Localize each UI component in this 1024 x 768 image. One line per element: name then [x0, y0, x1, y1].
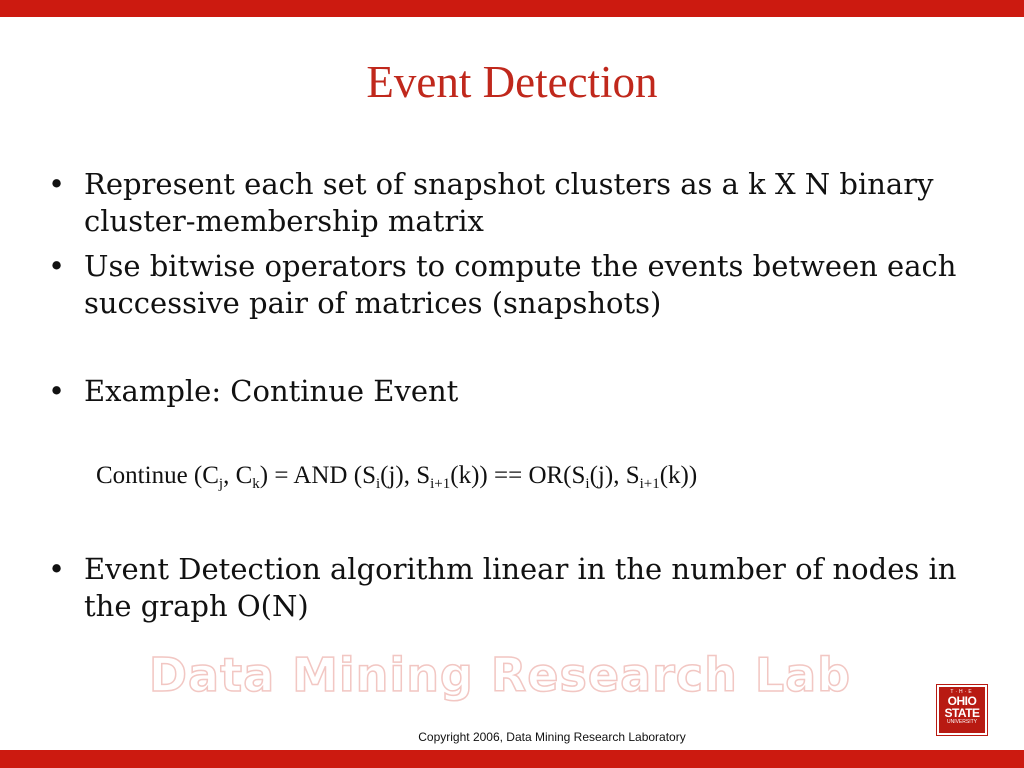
formula-subscript: i+1	[430, 476, 451, 492]
bullet-list-main	[48, 166, 988, 322]
bullet-dot: •	[48, 552, 66, 586]
bullet-list-example	[48, 373, 988, 410]
bullet-text: Use bitwise operators to compute the events between each successive pair of matrices (snapshots)	[84, 249, 957, 320]
formula-part: (j), S	[589, 462, 640, 489]
bullet-dot: •	[48, 249, 66, 283]
formula-part: , C	[223, 462, 253, 489]
formula-subscript: i+1	[639, 476, 660, 492]
logo-text-university: UNIVERSITY	[946, 719, 977, 725]
bullet-text: Example: Continue Event	[84, 374, 459, 408]
bullet-item	[48, 166, 988, 240]
bottom-accent-bar	[0, 750, 1024, 768]
bullet-list-complexity	[48, 551, 988, 625]
slide-title: Event Detection	[366, 57, 658, 107]
bullet-item	[48, 248, 988, 322]
bullet-text: Represent each set of snapshot clusters as a k X N binary cluster-membership matrix	[84, 167, 934, 238]
bullet-item	[48, 373, 988, 410]
formula-subscript: i	[375, 476, 381, 492]
bullet-item	[48, 551, 988, 625]
ohio-state-logo	[937, 685, 987, 735]
formula-subscript: j	[218, 476, 224, 492]
formula-part: (k))	[659, 462, 698, 489]
top-accent-bar	[0, 0, 1024, 17]
logo-text-top: T·H·E	[950, 689, 974, 695]
bullet-text: Event Detection algorithm linear in the number of nodes in the graph O(N)	[84, 552, 957, 623]
formula-part: (k)) == OR(S	[450, 462, 586, 489]
logo-text-ohio: OHIO	[947, 694, 977, 708]
bullet-dot: •	[48, 374, 66, 408]
formula-subscript: k	[252, 476, 260, 492]
continue-event-formula	[96, 462, 697, 490]
logo-text-state: STATE	[944, 706, 980, 720]
formula-part: ) = AND (S	[259, 462, 376, 489]
formula-subscript: i	[585, 476, 590, 492]
formula-part: Continue (C	[96, 462, 219, 489]
copyright-footer: Copyright 2006, Data Mining Research Laboratory	[418, 730, 686, 744]
lab-watermark: Data Mining Research Lab	[148, 648, 852, 702]
formula-part: (j), S	[380, 462, 431, 489]
bullet-dot: •	[48, 167, 66, 201]
